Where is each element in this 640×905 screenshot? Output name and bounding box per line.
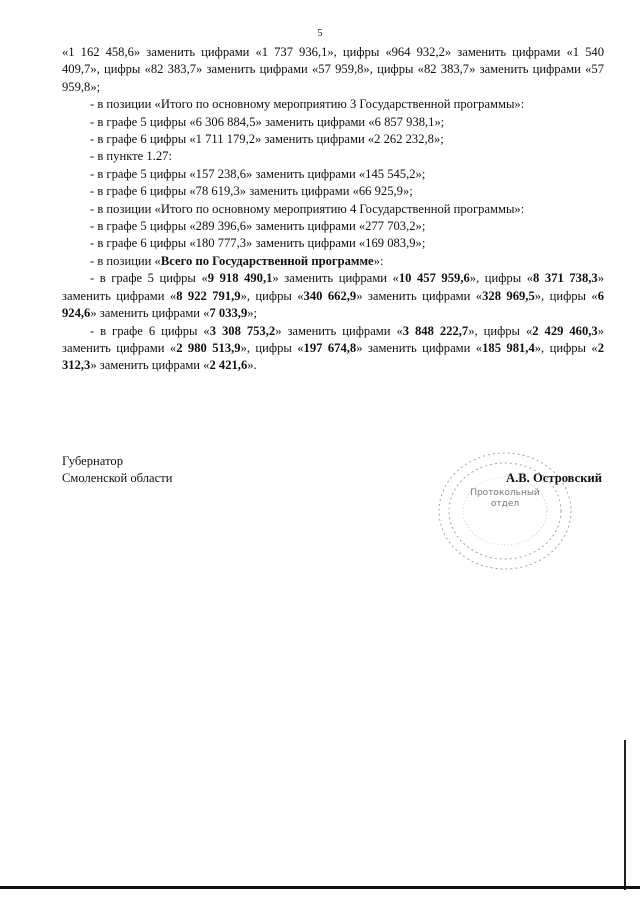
text-run: - в графе 5 цифры « <box>90 271 208 286</box>
text-run: », цифры « <box>240 340 304 355</box>
bold-text: 9 918 490,1 <box>207 271 273 286</box>
bold-text: 328 969,5 <box>482 288 535 303</box>
margin-line <box>624 740 626 890</box>
text-run: ». <box>247 358 257 373</box>
signatory-region: Смоленской области <box>62 471 173 485</box>
bold-text: Всего по Государственной программе <box>160 253 374 268</box>
paragraph <box>62 201 604 218</box>
bold-text: 197 674,8 <box>303 340 357 355</box>
text-run: - в графе 6 цифры «180 777,3» заменить цифрами «169 083,9»; <box>90 236 426 251</box>
paragraph <box>62 166 604 183</box>
paragraph <box>62 114 604 131</box>
text-run: », цифры « <box>468 323 533 338</box>
paragraph <box>62 148 604 165</box>
bold-text: 3 848 222,7 <box>402 323 469 338</box>
bold-text: 3 308 753,2 <box>209 323 276 338</box>
paragraph <box>62 131 604 148</box>
signatory-title: Губернатор <box>62 454 123 468</box>
paragraph <box>62 96 604 113</box>
text-run: »; <box>247 306 258 321</box>
bold-text: 7 033,9 <box>209 306 248 321</box>
bold-text: 2 312,3 <box>62 340 605 373</box>
page-number: 5 <box>317 28 323 39</box>
paragraph <box>62 183 604 200</box>
text-run: - в графе 6 цифры «78 619,3» заменить цифрами «66 925,9»; <box>90 184 413 199</box>
text-run: » заменить цифрами « <box>356 340 483 355</box>
signatory-name: А.В. Островский <box>506 471 602 485</box>
paragraph <box>62 270 604 322</box>
stamp-line: отдел <box>490 499 520 509</box>
bold-text: 2 429 460,3 <box>532 323 598 338</box>
text-run: - в графе 5 цифры «157 238,6» заменить цифрами «145 545,2»; <box>90 166 426 181</box>
bold-text: 10 457 959,6 <box>398 271 470 286</box>
text-run: » заменить цифрами « <box>62 271 604 303</box>
stamp-line: Протокольный <box>470 488 540 498</box>
text-run: » заменить цифрами « <box>90 306 210 321</box>
signature-block <box>62 453 604 573</box>
text-run: », цифры « <box>240 288 304 303</box>
bold-text: 6 924,6 <box>62 288 605 321</box>
text-run: «1 162 458,6» заменить цифрами «1 737 936,1», цифры «964 932,2» заменить цифрами «1 540 409,7», цифры «82 383,7» заменить цифрами «57 959,8», цифры «82 383,7» заменить цифрами «57 959,8»; <box>62 45 604 94</box>
text-run: » заменить цифрами « <box>275 323 403 338</box>
bottom-rule <box>0 886 640 889</box>
document-body <box>62 44 604 375</box>
bold-text: 2 980 513,9 <box>176 340 241 355</box>
text-run: - в графе 5 цифры «289 396,6» заменить цифрами «277 703,2»; <box>90 219 426 234</box>
bold-text: 185 981,4 <box>482 340 535 355</box>
text-run: - в графе 5 цифры «6 306 884,5» заменить цифрами «6 857 938,1»; <box>90 114 445 129</box>
bold-text: 2 421,6 <box>209 358 248 373</box>
text-run: - в позиции « <box>90 253 161 268</box>
paragraph <box>62 235 604 252</box>
text-run: », цифры « <box>534 340 598 355</box>
bold-text: 340 662,9 <box>303 288 357 303</box>
text-run: » заменить цифрами « <box>62 323 605 355</box>
bold-text: 8 922 791,9 <box>176 288 241 303</box>
text-run: - в графе 6 цифры «1 711 179,2» заменить цифрами «2 262 232,8»; <box>90 132 444 147</box>
text-run: - в графе 6 цифры « <box>90 323 210 338</box>
bold-text: 8 371 738,3 <box>533 271 598 286</box>
text-run: », цифры « <box>534 288 598 303</box>
paragraph <box>62 218 604 235</box>
text-run: »: <box>373 253 384 268</box>
text-run: - в позиции «Итого по основному мероприятию 4 Государственной программы»: <box>90 201 525 216</box>
text-run: » заменить цифрами « <box>90 358 210 373</box>
text-run: - в пункте 1.27: <box>90 149 172 164</box>
text-run: » заменить цифрами « <box>356 288 483 303</box>
paragraph <box>62 44 604 96</box>
paragraph <box>62 323 604 375</box>
text-run: - в позиции «Итого по основному мероприятию 3 Государственной программы»: <box>90 97 525 112</box>
text-run: » заменить цифрами « <box>272 271 399 286</box>
text-run: », цифры « <box>469 271 534 286</box>
paragraph <box>62 253 604 270</box>
